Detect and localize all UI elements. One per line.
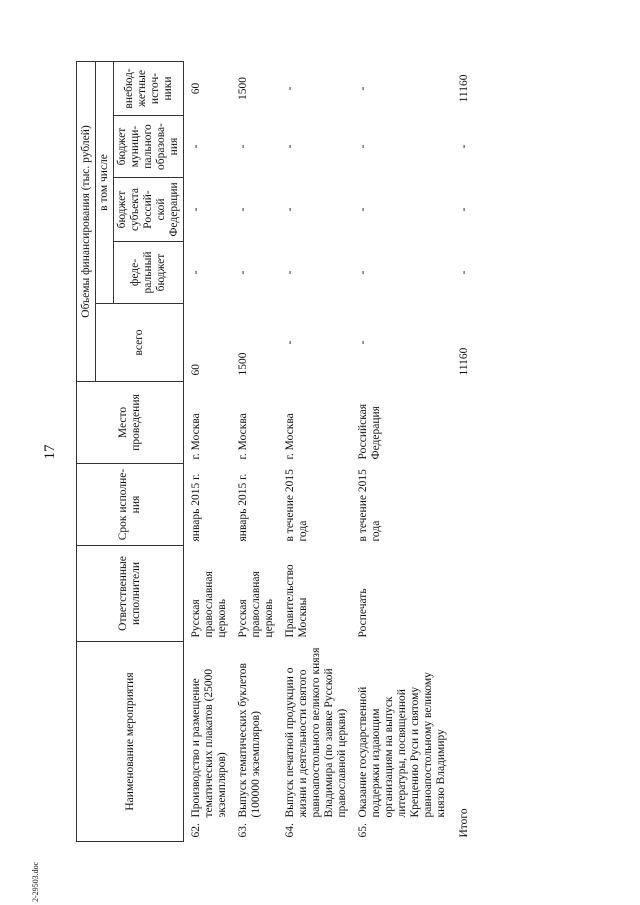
row-municipal: - [237, 144, 249, 149]
header-executors: Ответственные исполнители [77, 546, 184, 642]
row-term: январь 2015 г. [190, 473, 202, 542]
row-number: 65. [357, 823, 369, 838]
row-name: Производство и размещение тематических плакатов (25000 экземпляров) [190, 668, 228, 818]
total-federal: - [458, 270, 470, 275]
total-row [450, 61, 473, 841]
row-executors: Русская православная церковь [237, 571, 275, 638]
table-row [184, 61, 232, 841]
header-place: Место проведения [77, 382, 184, 464]
header-total: всего [96, 304, 184, 382]
row-municipal: - [357, 144, 369, 149]
footer-doc-code: 2-29503.doc [31, 861, 40, 902]
row-executors: Правительство Москвы [284, 564, 309, 638]
row-extra: - [357, 86, 369, 91]
row-federal: - [284, 270, 296, 275]
row-total: 60 [190, 364, 202, 376]
header-federal: феде-ральный бюджет [114, 242, 184, 304]
header-name: Наименование мероприятия [77, 642, 184, 842]
row-federal: - [237, 270, 249, 275]
total-municipal: - [458, 144, 470, 149]
row-number: 62. [190, 823, 202, 838]
row-place: Российская Федерация [357, 403, 382, 460]
row-term: январь 2015 г. [237, 473, 249, 542]
row-extra: - [284, 86, 296, 91]
row-place: г. Москва [284, 413, 296, 460]
total-label: Итого [458, 808, 470, 838]
row-name: Выпуск печатной продукции о жизни и деятельности святого равноапостольного великого князя Владимира (по заявке Русской православной церкви) [284, 647, 348, 818]
row-total: - [284, 340, 296, 345]
table-row [231, 61, 278, 841]
row-place: г. Москва [190, 413, 202, 460]
total-total: 11160 [458, 347, 470, 376]
header-regional: бюджет субъекта Россий-ской Федерации [114, 178, 184, 242]
header-municipal: бюджет муници-пального образова-ния [114, 116, 184, 178]
row-regional: - [237, 207, 249, 212]
rotated-table-container [76, 62, 572, 842]
row-extra: 1500 [237, 76, 249, 100]
row-total: 1500 [237, 352, 249, 376]
row-executors: Роспечать [357, 588, 369, 638]
row-name: Выпуск тематических буклетов (100000 экземпляров) [237, 663, 262, 818]
row-extra: 60 [190, 82, 202, 95]
row-regional: - [190, 207, 202, 212]
header-extra: внебюд-жетные источ-ники [114, 61, 184, 115]
row-federal: - [190, 270, 202, 275]
total-regional: - [458, 207, 470, 212]
row-total: - [357, 340, 369, 345]
header-term: Срок исполне-ния [77, 464, 184, 546]
header-funding: Объемы финансирования (тыс. рублей) [77, 61, 96, 381]
row-executors: Русская православная церковь [190, 571, 228, 638]
row-regional: - [284, 207, 296, 212]
row-place: г. Москва [237, 413, 249, 460]
row-municipal: - [284, 144, 296, 149]
funding-table [76, 61, 473, 842]
table-row [278, 61, 351, 841]
row-number: 64. [284, 823, 296, 838]
row-regional: - [357, 207, 369, 212]
total-extra: 11160 [458, 74, 470, 103]
row-municipal: - [190, 144, 202, 149]
header-including: в том числе [96, 61, 114, 303]
table-row [351, 61, 450, 841]
row-number: 63. [237, 823, 249, 838]
row-term: в течение 2015 года [284, 469, 309, 542]
row-name: Оказание государственной поддержки издающим организациям на выпуск литературы, посвященной Крещению Руси и святому равноапостольному великому князю Владимиру [357, 672, 447, 818]
page-number: 17 [42, 444, 58, 460]
row-term: в течение 2015 года [357, 469, 382, 542]
row-federal: - [357, 270, 369, 275]
